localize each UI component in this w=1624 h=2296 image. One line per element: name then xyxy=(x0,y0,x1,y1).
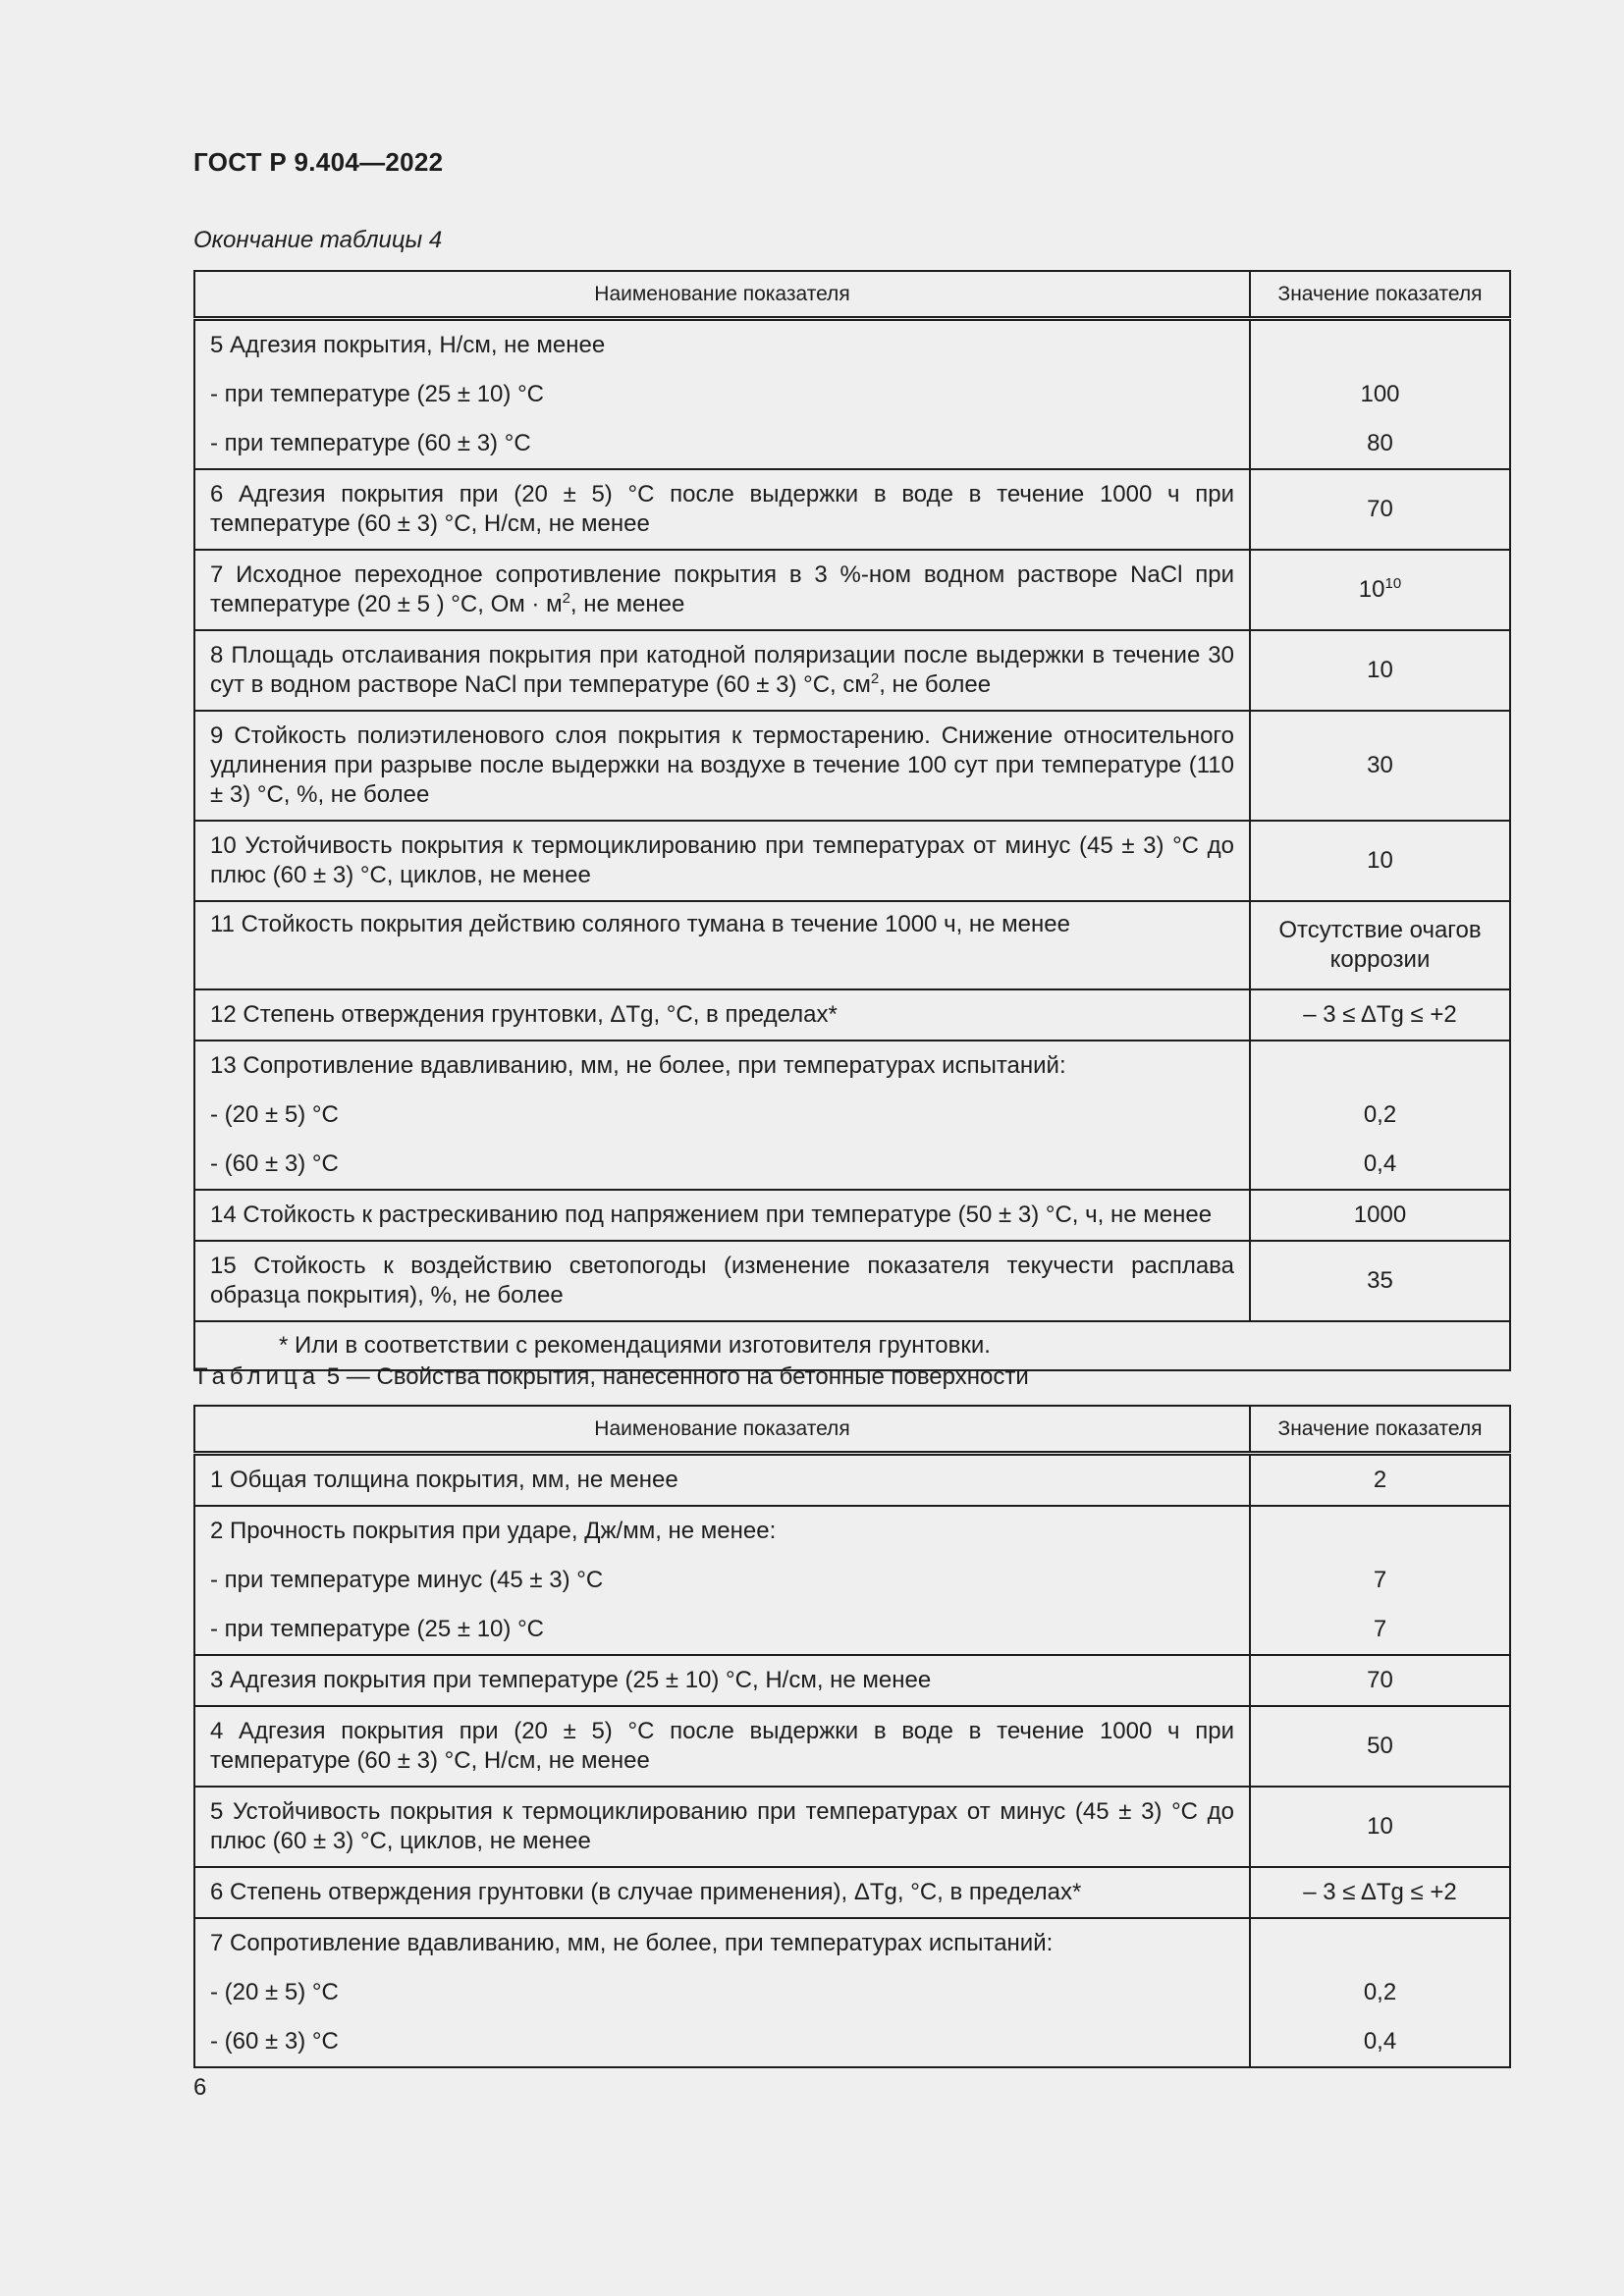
row-value: 0,2 xyxy=(1250,1091,1510,1140)
row-name: - при температуре минус (45 ± 3) °С xyxy=(194,1556,1250,1605)
row-value xyxy=(1250,550,1510,630)
row-name: 6 Степень отверждения грунтовки (в случае применения), ΔTg, °С, в пределах* xyxy=(194,1867,1250,1918)
table-row xyxy=(194,711,1510,821)
row-name xyxy=(194,630,1250,711)
row-value: 0,4 xyxy=(1250,1140,1510,1190)
table-footnote: * Или в соответствии с рекомендациями изготовителя грунтовки. xyxy=(194,1321,1510,1370)
row-name-text: 7 Исходное переходное сопротивление покрытия в 3 %-ном водном растворе NaCl при температуре (20 ± 5 ) °С, Ом · м xyxy=(210,561,1234,617)
table-header-row xyxy=(194,1406,1510,1454)
table-5 xyxy=(193,1405,1511,2068)
row-value xyxy=(1250,1506,1510,1556)
table-row xyxy=(194,630,1510,711)
document-code: ГОСТ Р 9.404—2022 xyxy=(193,147,444,177)
table-row xyxy=(194,1655,1510,1706)
value-base: 10 xyxy=(1358,576,1385,603)
table-row xyxy=(194,2017,1510,2067)
table-row xyxy=(194,1454,1510,1507)
row-name: - (60 ± 3) °С xyxy=(194,2017,1250,2067)
table-row xyxy=(194,1241,1510,1321)
superscript: 2 xyxy=(870,670,880,687)
row-value: 80 xyxy=(1250,419,1510,469)
row-name-text: , не менее xyxy=(569,591,685,617)
row-value: 70 xyxy=(1250,1655,1510,1706)
superscript: 2 xyxy=(562,590,570,607)
row-value: 0,4 xyxy=(1250,2017,1510,2067)
table-4 xyxy=(193,270,1511,1371)
table-row xyxy=(194,1506,1510,1556)
table-row xyxy=(194,1918,1510,1968)
row-value: 10 xyxy=(1250,1787,1510,1867)
table-row xyxy=(194,469,1510,550)
table-row xyxy=(194,550,1510,630)
row-value: Отсутствие очагов коррозии xyxy=(1250,901,1510,989)
row-name: 1 Общая толщина покрытия, мм, не менее xyxy=(194,1454,1250,1507)
row-name: 5 Адгезия покрытия, Н/см, не менее xyxy=(194,319,1250,371)
row-value: 50 xyxy=(1250,1706,1510,1787)
row-name: - при температуре (60 ± 3) °С xyxy=(194,419,1250,469)
row-name: - (60 ± 3) °С xyxy=(194,1140,1250,1190)
row-value: 7 xyxy=(1250,1556,1510,1605)
row-name: 9 Стойкость полиэтиленового слоя покрытия к термостарению. Снижение относительного удлинения при разрыве после выдержки на воздухе в течение 100 сут при температуре (110 ± 3) °С, %, не более xyxy=(194,711,1250,821)
row-name: 14 Стойкость к растрескиванию под напряжением при температуре (50 ± 3) °С, ч, не менее xyxy=(194,1190,1250,1241)
row-value: 7 xyxy=(1250,1605,1510,1655)
table-row xyxy=(194,319,1510,371)
table-row xyxy=(194,1787,1510,1867)
column-header-value: Значение показателя xyxy=(1250,1406,1510,1454)
column-header-name: Наименование показателя xyxy=(194,1406,1250,1454)
row-name: 6 Адгезия покрытия при (20 ± 5) °С после выдержки в воде в течение 1000 ч при температуре (60 ± 3) °С, Н/см, не менее xyxy=(194,469,1250,550)
page-number: 6 xyxy=(193,2074,207,2101)
row-name: 4 Адгезия покрытия при (20 ± 5) °С после выдержки в воде в течение 1000 ч при температуре (60 ± 3) °С, Н/см, не менее xyxy=(194,1706,1250,1787)
row-name: 2 Прочность покрытия при ударе, Дж/мм, не менее: xyxy=(194,1506,1250,1556)
row-value: 0,2 xyxy=(1250,1968,1510,2017)
row-name: - (20 ± 5) °С xyxy=(194,1968,1250,2017)
row-value: 100 xyxy=(1250,370,1510,419)
row-value xyxy=(1250,1041,1510,1091)
row-name: 7 Сопротивление вдавливанию, мм, не более, при температурах испытаний: xyxy=(194,1918,1250,1968)
row-value: – 3 ≤ ΔTg ≤ +2 xyxy=(1250,1867,1510,1918)
table-row xyxy=(194,989,1510,1041)
row-value xyxy=(1250,1918,1510,1968)
row-name: 5 Устойчивость покрытия к термоциклированию при температурах от минус (45 ± 3) °С до плюс (60 ± 3) °С, циклов, не менее xyxy=(194,1787,1250,1867)
table-row xyxy=(194,821,1510,901)
row-value xyxy=(1250,319,1510,371)
row-name: 11 Стойкость покрытия действию соляного тумана в течение 1000 ч, не менее xyxy=(194,901,1250,989)
table-row xyxy=(194,1706,1510,1787)
column-header-name: Наименование показателя xyxy=(194,271,1250,319)
row-name-text: 8 Площадь отслаивания покрытия при катодной поляризации после выдержки в течение 30 сут в водном растворе NaCl при температуре (60 ± 3) °С, см xyxy=(210,642,1234,698)
table-row xyxy=(194,1968,1510,2017)
row-name: 12 Степень отверждения грунтовки, ΔTg, °С, в пределах* xyxy=(194,989,1250,1041)
table-row xyxy=(194,1556,1510,1605)
table-row xyxy=(194,1190,1510,1241)
row-value: 35 xyxy=(1250,1241,1510,1321)
row-value: 2 xyxy=(1250,1454,1510,1507)
table5-caption-label: Таблица xyxy=(193,1363,321,1390)
table-row xyxy=(194,1867,1510,1918)
row-value: – 3 ≤ ΔTg ≤ +2 xyxy=(1250,989,1510,1041)
column-header-value: Значение показателя xyxy=(1250,271,1510,319)
row-name: - при температуре (25 ± 10) °С xyxy=(194,370,1250,419)
table-row xyxy=(194,1041,1510,1091)
table-row xyxy=(194,1140,1510,1190)
row-value: 1000 xyxy=(1250,1190,1510,1241)
table-row xyxy=(194,419,1510,469)
table5-caption-text: 5 — Свойства покрытия, нанесенного на бетонные поверхности xyxy=(320,1363,1029,1390)
table-header-row xyxy=(194,271,1510,319)
row-name: 15 Стойкость к воздействию светопогоды (изменение показателя текучести расплава образца покрытия), %, не более xyxy=(194,1241,1250,1321)
value-exponent: 10 xyxy=(1384,575,1402,592)
row-name: 10 Устойчивость покрытия к термоциклированию при температурах от минус (45 ± 3) °С до плюс (60 ± 3) °С, циклов, не менее xyxy=(194,821,1250,901)
table-row xyxy=(194,901,1510,989)
row-name: 13 Сопротивление вдавливанию, мм, не более, при температурах испытаний: xyxy=(194,1041,1250,1091)
row-value: 10 xyxy=(1250,821,1510,901)
row-value: 30 xyxy=(1250,711,1510,821)
table4-caption: Окончание таблицы 4 xyxy=(193,227,443,253)
table-row xyxy=(194,1605,1510,1655)
row-name-text: , не более xyxy=(879,671,992,698)
table-row xyxy=(194,370,1510,419)
row-name: - при температуре (25 ± 10) °С xyxy=(194,1605,1250,1655)
row-name: 3 Адгезия покрытия при температуре (25 ± 10) °С, Н/см, не менее xyxy=(194,1655,1250,1706)
row-name: - (20 ± 5) °С xyxy=(194,1091,1250,1140)
table5-caption xyxy=(193,1363,1029,1391)
row-name xyxy=(194,550,1250,630)
row-value: 10 xyxy=(1250,630,1510,711)
table-row xyxy=(194,1091,1510,1140)
row-value: 70 xyxy=(1250,469,1510,550)
